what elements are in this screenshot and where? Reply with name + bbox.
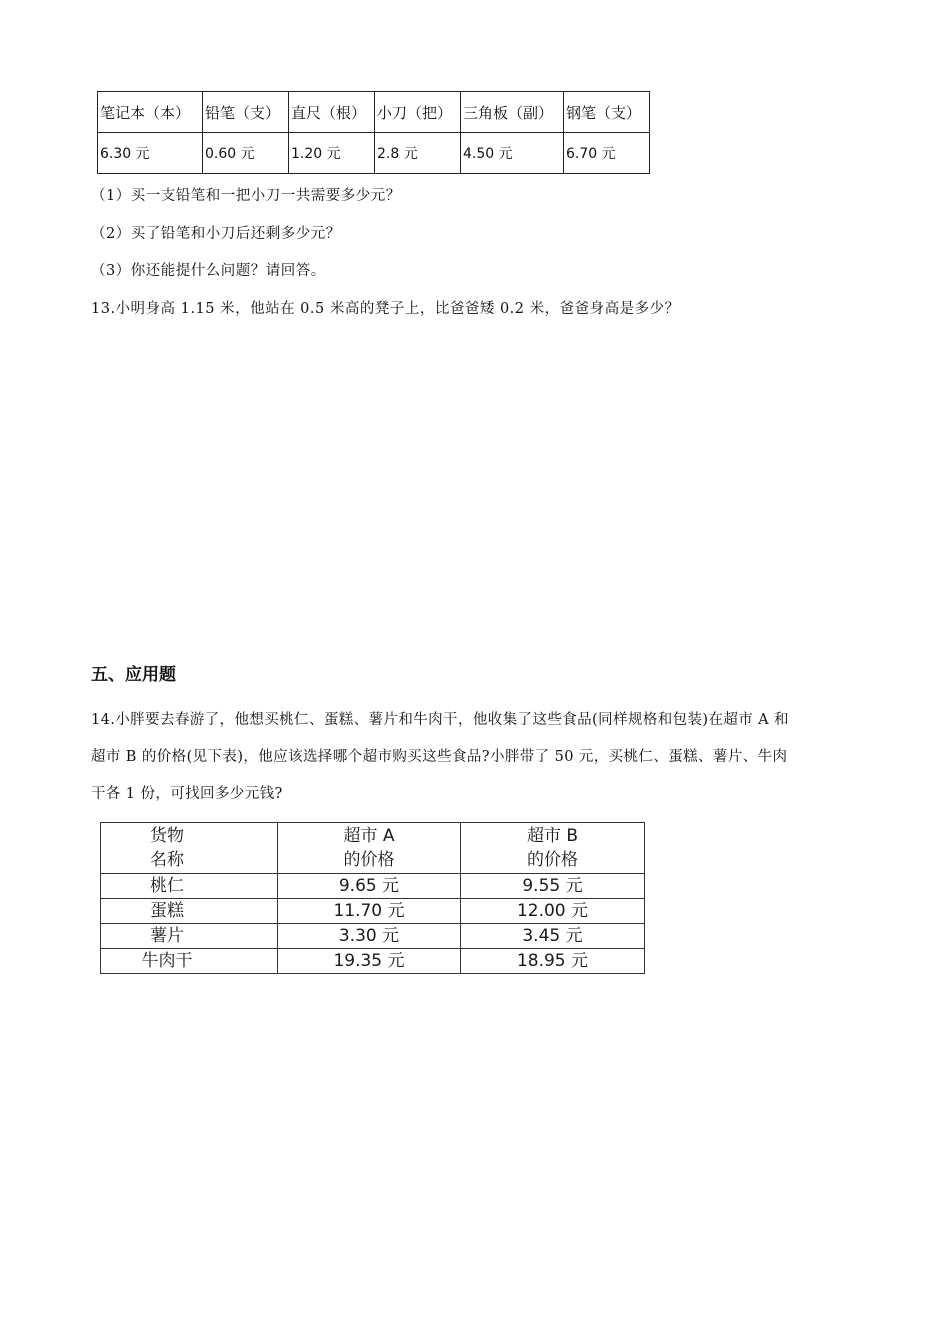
header-market-b-line-1: 超市 B <box>526 826 579 846</box>
table-row <box>101 924 645 949</box>
market-a-price: 9.65 元 <box>278 874 461 899</box>
table-row <box>101 874 645 899</box>
header-ruler: 直尺（根） <box>289 92 375 133</box>
header-market-b-line-2: 的价格 <box>527 850 578 870</box>
item-name: 桃仁 <box>150 876 184 896</box>
price-pencil: 0.60 元 <box>203 133 289 174</box>
question-14-line-1: 14.小胖要去春游了，他想买桃仁、蛋糕、薯片和牛肉干，他收集了这些食品(同样规格和包装)在超市 A 和 <box>91 712 789 728</box>
item-name: 牛肉干 <box>141 951 193 971</box>
market-a-price: 3.30 元 <box>278 924 461 949</box>
header-pencil: 铅笔（支） <box>203 92 289 133</box>
price-triangle: 4.50 元 <box>461 133 564 174</box>
item-name: 薯片 <box>150 926 184 946</box>
header-notebook: 笔记本（本） <box>98 92 203 133</box>
table-row <box>101 899 645 924</box>
question-14-line-3: 干各 1 份，可找回多少元钱? <box>91 786 283 802</box>
market-table-header-row <box>101 823 645 874</box>
question-2: （2）买了铅笔和小刀后还剩多少元？ <box>91 226 341 242</box>
section-title: 五、应用题 <box>91 665 176 685</box>
price-pen: 6.70 元 <box>564 133 650 174</box>
price-table-value-row <box>98 133 650 174</box>
header-item-name-line-1: 货物 <box>150 826 184 846</box>
price-table-header-row <box>98 92 650 133</box>
market-b-price: 3.45 元 <box>461 924 645 949</box>
header-knife: 小刀（把） <box>375 92 461 133</box>
header-pen: 钢笔（支） <box>564 92 650 133</box>
market-a-price: 11.70 元 <box>278 899 461 924</box>
price-notebook: 6.30 元 <box>98 133 203 174</box>
header-triangle: 三角板（副） <box>461 92 564 133</box>
table-row <box>101 949 645 974</box>
market-price-table <box>100 822 645 974</box>
header-market-b <box>461 823 645 874</box>
price-knife: 2.8 元 <box>375 133 461 174</box>
header-item-name-line-2: 名称 <box>150 850 184 870</box>
market-b-price: 18.95 元 <box>461 949 645 974</box>
header-market-a-line-1: 超市 A <box>343 826 395 846</box>
market-b-price: 12.00 元 <box>461 899 645 924</box>
question-13: 13.小明身高 1.15 米，他站在 0.5 米高的凳子上，比爸爸矮 0.2 米，爸爸身高是多少？ <box>91 301 680 317</box>
price-ruler: 1.20 元 <box>289 133 375 174</box>
header-market-a <box>278 823 461 874</box>
question-3: （3）你还能提什么问题？请回答。 <box>91 263 326 279</box>
question-1: （1）买一支铅笔和一把小刀一共需要多少元？ <box>91 188 401 204</box>
market-a-price: 19.35 元 <box>278 949 461 974</box>
question-14-line-2: 超市 B 的价格(见下表)，他应该选择哪个超市购买这些食品?小胖带了 50 元，买桃仁、蛋糕、薯片、牛肉 <box>91 749 788 765</box>
price-table <box>97 91 650 174</box>
item-name: 蛋糕 <box>150 901 184 921</box>
market-b-price: 9.55 元 <box>461 874 645 899</box>
header-market-a-line-2: 的价格 <box>343 850 395 870</box>
header-item-name <box>101 823 278 874</box>
